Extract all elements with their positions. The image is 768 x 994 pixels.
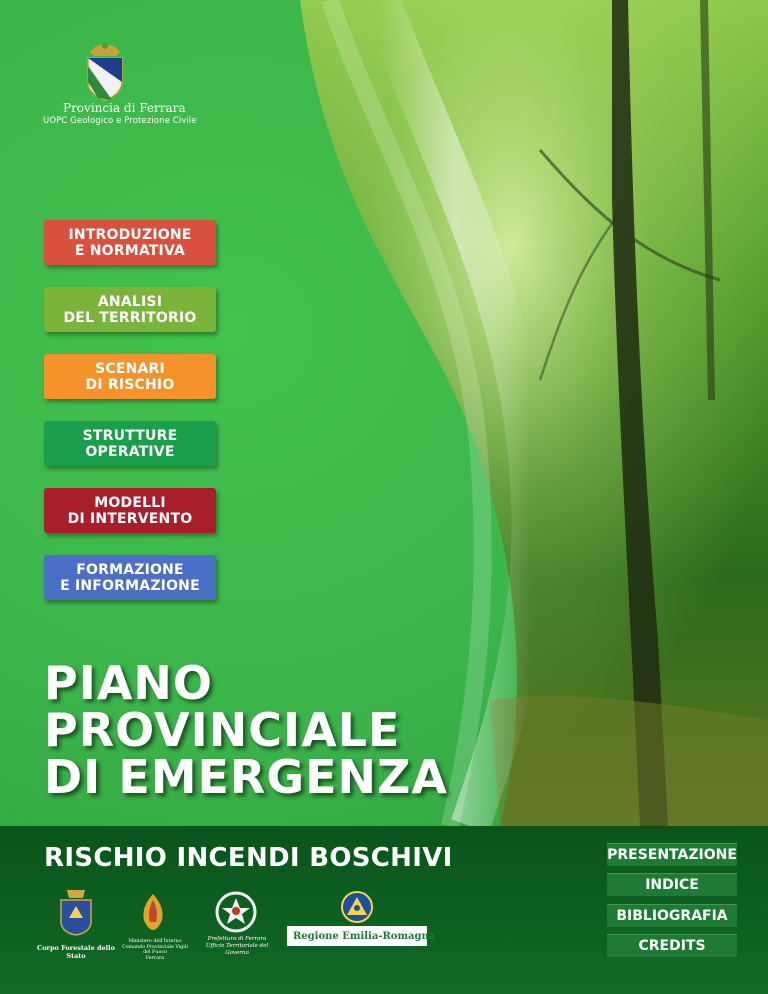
- menu-button-formazione[interactable]: [44, 555, 216, 600]
- prefettura-caption: [196, 936, 278, 957]
- menu-button-introduzione[interactable]: [44, 220, 216, 265]
- protezione-civile-emblem-icon: [340, 890, 374, 924]
- subtitle: RISCHIO INCENDI BOSCHIVI: [44, 843, 453, 873]
- menu-label-line2: DI INTERVENTO: [67, 510, 193, 527]
- prefettura-caption-line1: Prefettura di Ferrara: [207, 936, 267, 942]
- menu-label-line2: DI RISCHIO: [85, 376, 175, 393]
- menu-label-line1: INTRODUZIONE: [68, 226, 192, 243]
- nav-credits-button[interactable]: CREDITS: [607, 934, 737, 957]
- menu-label-line1: STRUTTURE: [82, 427, 178, 444]
- title-line-1: PIANO: [44, 656, 214, 710]
- menu-label-line2: E NORMATIVA: [74, 242, 186, 259]
- menu-label-line1: FORMAZIONE: [76, 561, 184, 578]
- vvf-caption-line3: Ferrara: [145, 955, 165, 961]
- menu-label-line2: E INFORMAZIONE: [60, 577, 200, 594]
- menu-button-scenari[interactable]: [44, 354, 216, 399]
- title-line-3: DI EMERGENZA: [44, 750, 448, 804]
- corpo-forestale-emblem-icon: [55, 888, 97, 936]
- menu-button-modelli[interactable]: [44, 488, 216, 533]
- province-office: UOPC Geologico e Protezione Civile: [43, 116, 197, 126]
- cfs-caption: Corpo Forestale dello Stato: [37, 944, 115, 960]
- vvf-caption: [118, 939, 192, 961]
- menu-label-line2: DEL TERRITORIO: [63, 309, 197, 326]
- menu-label-line1: MODELLI: [94, 494, 166, 511]
- menu-label-line1: SCENARI: [95, 360, 165, 377]
- regione-label: Regione Emilia-Romagna: [293, 930, 436, 942]
- main-title: [44, 656, 448, 804]
- prefettura-caption-line2: Ufficio Territoriale del Governo: [205, 943, 269, 956]
- nav-presentazione-button[interactable]: PRESENTAZIONE: [607, 843, 737, 866]
- menu-label-line2: OPERATIVE: [85, 443, 175, 460]
- vigili-del-fuoco-emblem-icon: [138, 892, 168, 932]
- repubblica-italiana-emblem-icon: [214, 890, 258, 934]
- menu-label-line1: ANALISI: [97, 293, 163, 310]
- province-name: Provincia di Ferrara: [63, 101, 186, 115]
- provincia-coat-of-arms-icon: [82, 40, 128, 102]
- nav-bibliografia-button[interactable]: BIBLIOGRAFIA: [607, 904, 737, 927]
- vvf-caption-line1: Ministero dell'Interno: [128, 939, 182, 944]
- menu-button-strutture[interactable]: [44, 421, 216, 466]
- regione-logo: [287, 926, 436, 946]
- vvf-caption-line2: Comando Provinciale Vigili del Fuoco: [122, 944, 188, 955]
- nav-indice-button[interactable]: INDICE: [607, 873, 737, 896]
- menu-button-analisi[interactable]: [44, 287, 216, 332]
- title-line-2: PROVINCIALE: [44, 703, 401, 757]
